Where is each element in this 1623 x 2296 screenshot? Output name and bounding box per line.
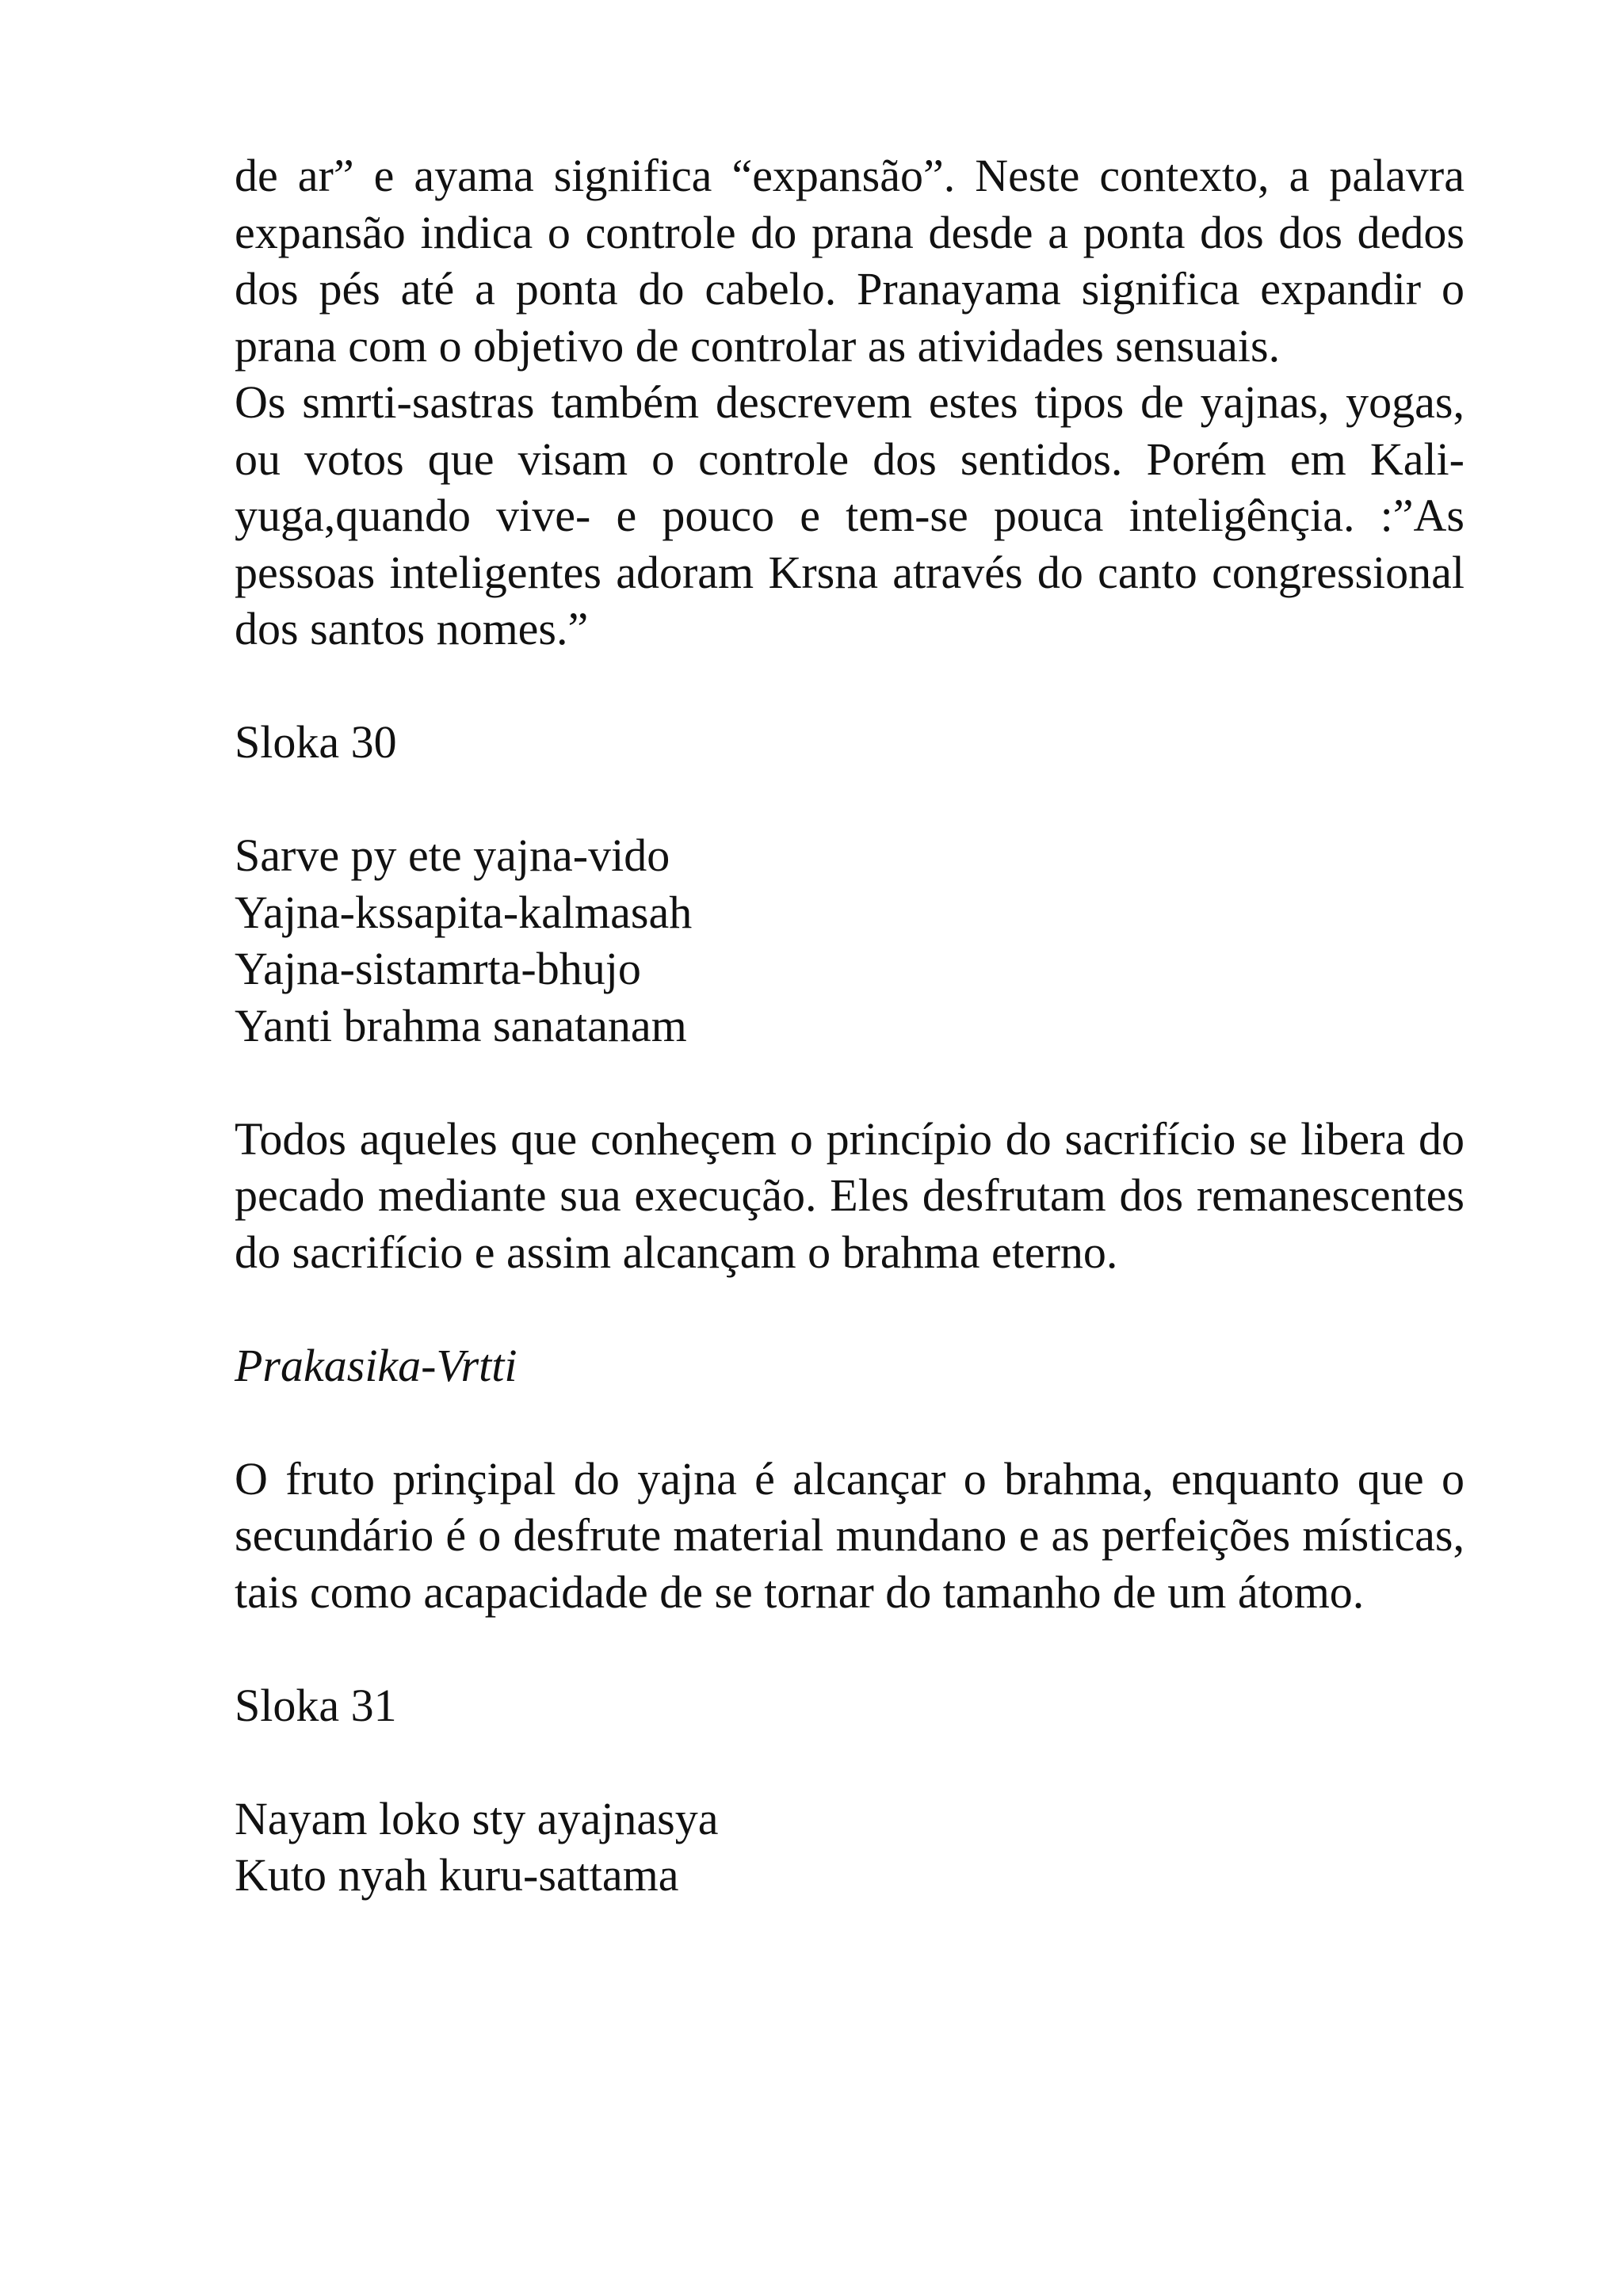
sloka-30-heading: Sloka 30 <box>235 716 397 768</box>
spacer <box>235 658 1465 715</box>
spacer <box>235 1620 1465 1677</box>
sloka-31-verse <box>235 1791 1465 1904</box>
sloka-31-heading: Sloka 31 <box>235 1679 397 1731</box>
commentary-heading: Prakasika-Vrtti <box>235 1339 517 1391</box>
verse-line: Yajna-sistamrta-bhujo <box>235 943 641 994</box>
verse-line: Yanti brahma sanatanam <box>235 999 687 1051</box>
verse-line: Yajna-kssapita-kalmasah <box>235 886 693 938</box>
verse-line: Sarve py ete yajna-vido <box>235 830 670 881</box>
paragraph-commentary: O fruto prinçipal do yajna é alcançar o brahma, enquanto que o secundário é o desfrute material mundano e as perfeições místicas, tais como acapacidade de se tornar do tamanho de um átomo. <box>235 1452 1465 1618</box>
verse-line: Kuto nyah kuru-sattama <box>235 1849 679 1901</box>
spacer <box>235 771 1465 828</box>
spacer <box>235 1394 1465 1451</box>
paragraph-smrti-sastras: Os smrti-sastras também descrevem estes tipos de yajnas, yogas, ou votos que visam o controle dos sentidos. Porém em Kali-yuga,quando vive- e pouco e tem-se pouca inteligênçia. :”As pessoas inteligentes adoram Krsna através do canto congressional dos santos nomes.” <box>235 376 1465 654</box>
paragraph-translation-30: Todos aqueles que conheçem o princípio do sacrifício se libera do pecado mediante sua execução. Eles desfrutam dos remanescentes do sacrifício e assim alcançam o brahma eterno. <box>235 1112 1465 1278</box>
spacer <box>235 1054 1465 1111</box>
verse-line: Nayam loko sty ayajnasya <box>235 1792 719 1844</box>
sloka-30-verse <box>235 827 1465 1054</box>
spacer <box>235 1733 1465 1791</box>
document-page <box>235 147 1465 1904</box>
paragraph-pranayama: de ar” e ayama significa “expansão”. Neste contexto, a palavra expansão indica o controle do prana desde a ponta dos dos dedos dos pés até a ponta do cabelo. Pranayama significa expandir o prana com o objetivo de controlar as atividades sensuais. <box>235 150 1465 372</box>
spacer <box>235 1280 1465 1337</box>
